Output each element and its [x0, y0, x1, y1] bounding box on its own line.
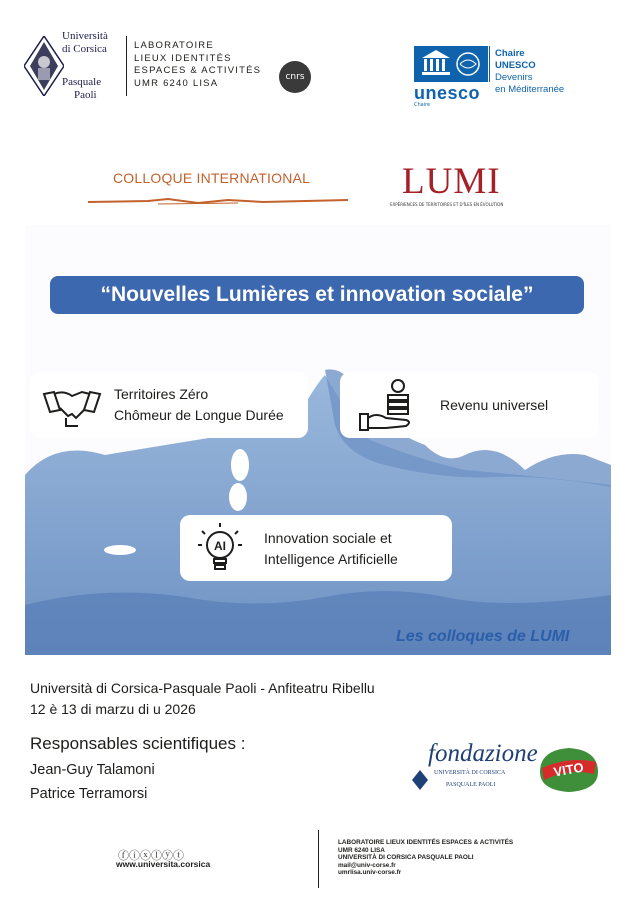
theme-line: Innovation sociale et: [264, 530, 392, 546]
facebook-icon[interactable]: ⓕ: [118, 849, 129, 862]
contact-line: UMR 6240 LISA: [338, 846, 385, 854]
colloquium-title-banner: “Nouvelles Lumières et innovation sociale”: [50, 276, 584, 314]
universita-emblem-icon: [24, 36, 64, 96]
theme-line: Territoires Zéro: [114, 386, 209, 402]
theme-card-innovation: [180, 515, 452, 581]
theme-line: Intelligence Artificielle: [264, 551, 398, 567]
universita-name-line1: Università: [62, 30, 108, 42]
contact-line: LABORATOIRE LIEUX IDENTITÉS ESPACES & ACTIVITÉS: [338, 839, 514, 846]
lab-name: [134, 40, 261, 90]
contact-line: UNIVERSITÀ DI CORSICA PASQUALE PAOLI: [338, 854, 474, 862]
youtube-icon[interactable]: ⓨ: [162, 849, 173, 862]
event-venue: Università di Corsica-Pasquale Paoli - Anfiteatru Ribellu: [30, 680, 375, 696]
theme-card-territoires: [30, 372, 308, 438]
responsables-heading: Responsables scientifiques :: [30, 734, 246, 753]
ai-label: AI: [214, 539, 226, 553]
unesco-wordmark: unesco: [414, 83, 481, 103]
chaire-line: en Méditerranée: [495, 84, 565, 95]
hand-coins-icon: [358, 378, 418, 434]
theme-label: [264, 528, 398, 570]
contact-email[interactable]: mail@univ-corse.fr: [338, 861, 396, 869]
series-label: Les colloques de LUMI: [396, 628, 570, 645]
chaire-unesco-name: [495, 48, 564, 96]
universita-logo: [24, 30, 124, 102]
event-dates: 12 è 13 di marzu di u 2026: [30, 701, 196, 717]
unesco-divider: [489, 46, 490, 82]
handshake-icon: [42, 384, 102, 428]
fondazione-emblem-icon: [412, 770, 428, 790]
chaire-line: UNESCO: [495, 60, 536, 71]
fondazione-line: PASQUALE PAOLI: [446, 782, 496, 788]
brush-stroke-divider: [88, 194, 348, 208]
lab-line: LABORATOIRE: [134, 40, 214, 51]
lab-line: ESPACES & ACTIVITÉS: [134, 65, 262, 76]
website-link[interactable]: www.universita.corsica: [116, 859, 211, 869]
theme-label: Revenu universel: [440, 397, 549, 413]
universita-name-line3: Pasquale: [62, 76, 102, 88]
x-icon[interactable]: ⓧ: [140, 849, 151, 862]
fondazione-logo: fondazione: [428, 740, 538, 767]
responsable-name: Jean-Guy Talamoni: [30, 762, 155, 778]
linkedin-icon[interactable]: ⓛ: [151, 849, 162, 862]
chaire-line: Devenirs: [495, 72, 533, 83]
chaire-line: Chaire: [495, 48, 525, 59]
vito-label: VITO: [552, 759, 585, 780]
fondazione-line: UNIVERSITÀ DI CORSICA: [434, 770, 506, 776]
lab-line: UMR 6240 LISA: [134, 77, 219, 89]
theme-label: [114, 384, 284, 426]
universita-name-line2: di Corsica: [62, 43, 107, 55]
theme-card-revenu: [340, 372, 598, 438]
unesco-temple-icon: [414, 46, 488, 82]
lab-contact-block: [338, 839, 513, 877]
cnrs-logo: cnrs: [279, 61, 311, 93]
colloque-heading: COLLOQUE INTERNATIONAL: [113, 170, 311, 186]
contact-website[interactable]: umrlisa.univ-corse.fr: [338, 869, 402, 877]
footer-divider: [318, 830, 319, 888]
theme-line: Chômeur de Longue Durée: [114, 407, 284, 423]
lab-line: LIEUX IDENTITÉS: [134, 52, 232, 64]
universita-name-line4: Paoli: [74, 89, 97, 101]
lumi-logo: LUMI: [402, 161, 501, 202]
responsable-name: Patrice Terramorsi: [30, 786, 148, 802]
lumi-tagline: EXPÉRIENCES DE TERRITOIRES ET D'ÎLES EN ÉVOLUTION: [390, 202, 504, 207]
tiktok-icon[interactable]: ⓣ: [173, 849, 184, 862]
instagram-icon[interactable]: ⓘ: [129, 849, 140, 862]
header-divider: [126, 36, 127, 96]
ai-lightbulb-icon: [196, 521, 244, 577]
unesco-caption: Chaire: [414, 102, 431, 108]
vito-logo: [536, 742, 602, 794]
